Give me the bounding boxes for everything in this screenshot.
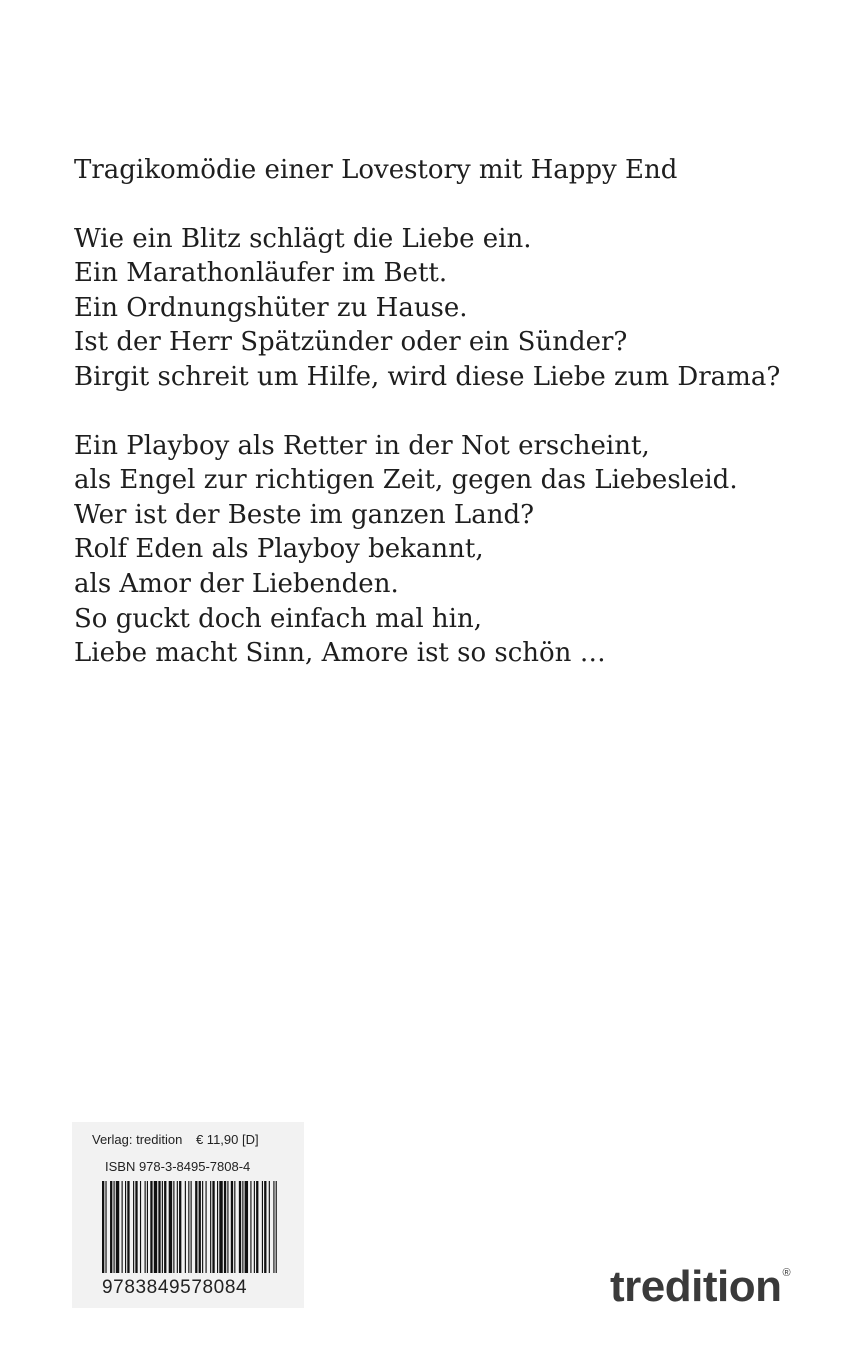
barcode-bar	[262, 1181, 263, 1273]
barcode-bar	[122, 1181, 123, 1273]
stanza-2	[74, 429, 834, 671]
barcode-bar	[195, 1181, 197, 1273]
barcode-bar	[158, 1181, 160, 1273]
verse-line: So guckt doch einfach mal hin,	[74, 603, 482, 634]
publisher-price	[92, 1132, 259, 1147]
verse-line: Ein Ordnungshüter zu Hause.	[74, 292, 468, 323]
barcode-box	[72, 1122, 304, 1308]
barcode-bar	[239, 1181, 241, 1273]
subtitle: Tragikomödie einer Lovestory mit Happy End	[74, 155, 678, 185]
barcode-bar	[269, 1181, 270, 1273]
barcode-bar	[114, 1181, 115, 1273]
blurb	[74, 153, 834, 705]
verse-line: Rolf Eden als Playboy bekannt,	[74, 534, 484, 565]
verse-line: Wer ist der Beste im ganzen Land?	[74, 499, 535, 530]
barcode-bar	[234, 1181, 235, 1273]
barcode-bar	[199, 1181, 201, 1273]
stanza-1	[74, 222, 834, 395]
barcode-bar	[224, 1181, 226, 1273]
barcode-bar	[150, 1181, 152, 1273]
verse-line: Birgit schreit um Hilfe, wird diese Liebe zum Drama?	[74, 361, 781, 392]
barcode-bar	[212, 1181, 214, 1273]
registered-mark-icon: ®	[782, 1267, 791, 1279]
barcode-bar	[179, 1181, 181, 1273]
publisher-logo	[610, 1262, 790, 1312]
logo-text: tredition	[610, 1262, 782, 1311]
barcode-bar	[206, 1181, 207, 1273]
barcode-bar	[245, 1181, 248, 1273]
verse-line: Wie ein Blitz schlägt die Liebe ein.	[74, 223, 532, 254]
barcode-bar	[273, 1181, 274, 1273]
barcode-bar	[147, 1181, 148, 1273]
barcode-bar	[264, 1181, 266, 1273]
barcode-bar	[110, 1181, 112, 1273]
barcode-bar	[219, 1181, 222, 1273]
barcode-bar	[105, 1181, 106, 1273]
barcode-bar	[173, 1181, 174, 1273]
barcode-bar	[227, 1181, 228, 1273]
barcode-bar	[242, 1181, 243, 1273]
barcode-bar	[127, 1181, 129, 1273]
verse-line: Ein Playboy als Retter in der Not erscheint,	[74, 430, 650, 461]
barcode-bar	[162, 1181, 163, 1273]
barcode-bar	[256, 1181, 258, 1273]
barcode-bar	[133, 1181, 134, 1273]
publisher-label: Verlag: tredition	[92, 1132, 183, 1147]
barcode-bar	[135, 1181, 137, 1273]
barcode-bar	[254, 1181, 255, 1273]
verse-line: als Engel zur richtigen Zeit, gegen das Liebesleid.	[74, 465, 738, 496]
verse-line: Liebe macht Sinn, Amore ist so schön …	[74, 638, 606, 669]
barcode-bar	[177, 1181, 178, 1273]
barcode-bar	[250, 1181, 251, 1273]
verse-line: Ist der Herr Spätzünder oder ein Sünder?	[74, 327, 628, 358]
barcode-bar	[217, 1181, 218, 1273]
barcode-bar	[102, 1181, 104, 1273]
isbn-label: ISBN 978-3-8495-7808-4	[105, 1159, 251, 1174]
barcode-bar	[145, 1181, 146, 1273]
barcode-bar	[154, 1181, 157, 1273]
barcode-bar	[169, 1181, 172, 1273]
verse-line: Ein Marathonläufer im Bett.	[74, 258, 448, 289]
barcode-bar	[140, 1181, 141, 1273]
barcode-bar	[116, 1181, 119, 1273]
verse-line: als Amor der Liebenden.	[74, 568, 399, 599]
price-label: € 11,90 [D]	[195, 1132, 259, 1147]
barcode-bar	[185, 1181, 186, 1273]
barcode-bar	[191, 1181, 192, 1273]
barcode-bar	[231, 1181, 233, 1273]
barcode-bar	[210, 1181, 211, 1273]
barcode-digits: 9783849578084	[102, 1277, 248, 1298]
barcode-icon	[100, 1181, 280, 1275]
barcode-bar	[276, 1181, 277, 1273]
barcode-bar	[188, 1181, 189, 1273]
barcode-bar	[164, 1181, 166, 1273]
barcode-bar	[202, 1181, 203, 1273]
barcode-bar	[125, 1181, 126, 1273]
